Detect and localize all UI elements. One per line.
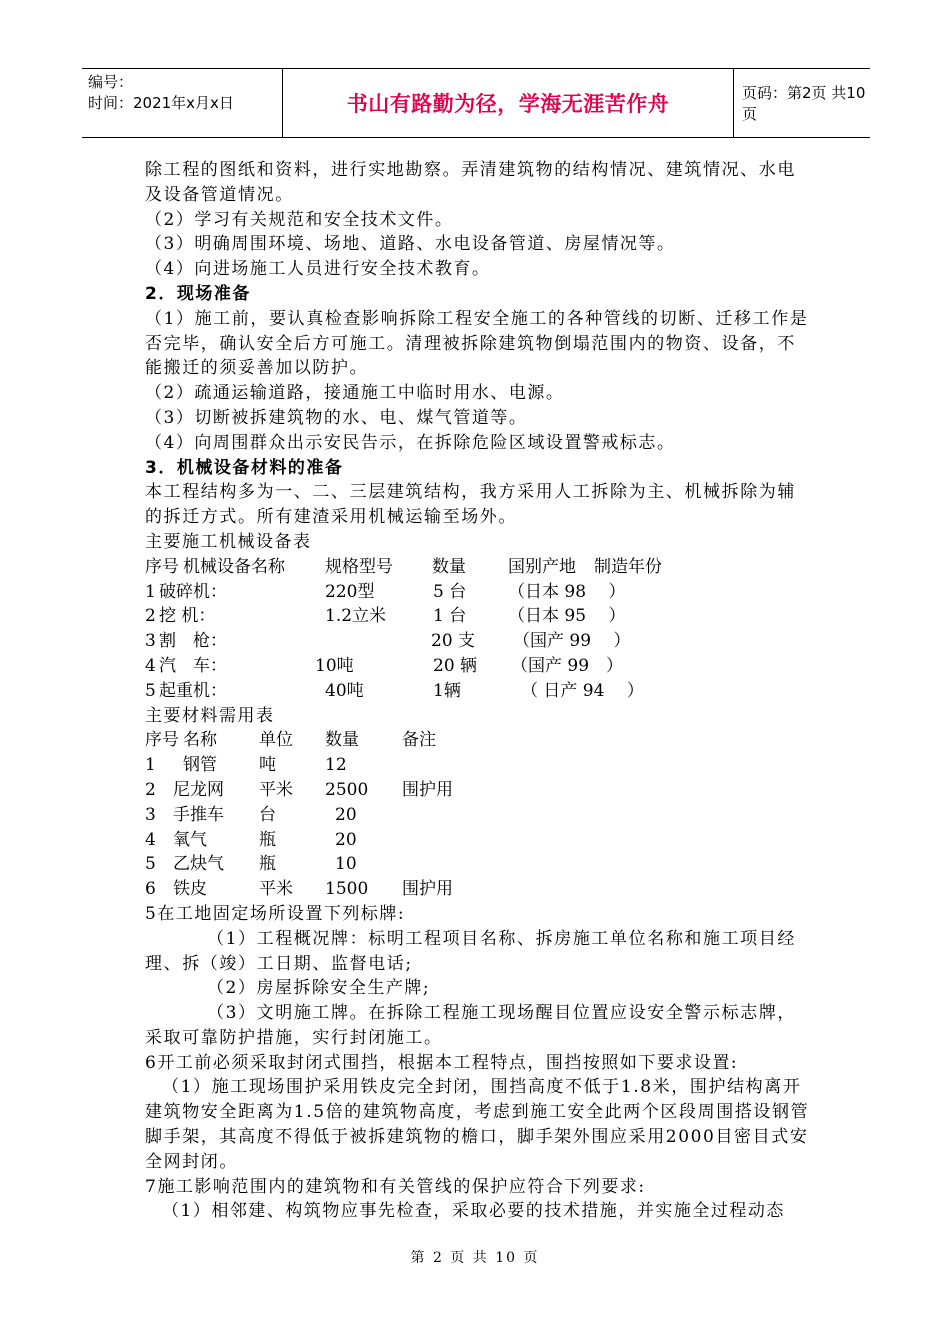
paragraph: （1）工程概况牌：标明工程项目名称、拆房施工单位名称和施工项目经理、拆（竣）工日期、监督电话;	[145, 928, 797, 974]
cell-spec: 220型	[325, 581, 375, 602]
cell-unit: 平米	[259, 879, 293, 900]
section-line: 6开工前必须采取封闭式围挡，根据本工程特点，围挡按照如下要求设置:	[145, 1052, 739, 1073]
cell-origin: （ 日产 94 ）	[521, 680, 644, 701]
cell-qty: 20	[335, 804, 357, 825]
header-cell: 数量	[325, 730, 359, 751]
header-motto-cell	[282, 69, 734, 137]
cell-no: 3	[145, 631, 156, 652]
cell-spec: 40吨	[325, 680, 364, 701]
table-row	[145, 679, 810, 704]
cell-name: 手推车	[173, 804, 224, 825]
header-cell: 备注	[402, 730, 436, 751]
cell-no: 2	[145, 779, 156, 800]
cell-qty: 20	[335, 829, 357, 850]
header-cell: 机械设备名称	[183, 556, 285, 577]
document-body	[145, 158, 810, 1224]
header-cell: 单位	[259, 730, 293, 751]
cell-qty: 12	[325, 755, 347, 776]
cell-qty: 20 辆	[433, 655, 478, 676]
cell-name: 割 枪：	[159, 631, 227, 652]
cell-name: 乙炔气	[173, 854, 224, 875]
cell-note: 围护用	[402, 779, 453, 800]
cell-name: 铁皮	[173, 879, 207, 900]
header-cell: 国别产地	[508, 556, 576, 577]
cell-note: 围护用	[402, 879, 453, 900]
table-row	[145, 852, 810, 877]
table-row	[145, 753, 810, 778]
header-page-info: 页码：第2页 共10页	[742, 84, 866, 123]
cell-name: 破碎机：	[159, 581, 227, 602]
cell-name: 钢管	[183, 755, 217, 776]
equipment-table-title: 主要施工机械设备表	[145, 531, 312, 552]
section-line: 5在工地固定场所设置下列标牌:	[145, 903, 406, 924]
cell-spec: 10吨	[315, 655, 354, 676]
cell-origin: （国产 99 ）	[513, 631, 631, 652]
cell-name: 汽 车：	[159, 655, 227, 676]
cell-unit: 吨	[259, 755, 276, 776]
cell-spec: 1.2立米	[325, 606, 387, 627]
header-cell: 名称	[183, 730, 217, 751]
cell-origin: （日本 95 ）	[508, 606, 626, 627]
cell-unit: 平米	[259, 779, 293, 800]
document-time-label: 时间：2021年x月x日	[88, 94, 234, 112]
section-line: 7施工影响范围内的建筑物和有关管线的保护应符合下列要求:	[145, 1176, 646, 1197]
cell-no: 1	[145, 755, 156, 776]
header-cell: 数量	[432, 556, 466, 577]
cell-qty: 1辆	[433, 680, 461, 701]
cell-no: 3	[145, 804, 156, 825]
table-row	[145, 604, 810, 629]
cell-name: 挖 机：	[159, 606, 216, 627]
cell-no: 4	[145, 829, 156, 850]
material-table-title: 主要材料需用表	[145, 705, 275, 726]
cell-unit: 瓶	[259, 854, 276, 875]
cell-origin: （日本 98 ）	[508, 581, 626, 602]
cell-qty: 1 台	[433, 606, 467, 627]
cell-no: 5	[145, 854, 156, 875]
cell-qty: 2500	[325, 779, 369, 800]
table-row	[145, 778, 810, 803]
cell-name: 起重机：	[159, 680, 227, 701]
paragraph: （3）明确周围环境、场地、道路、水电设备管道、房屋情况等。	[145, 234, 676, 255]
paragraph: （2）房屋拆除安全生产牌;	[207, 978, 431, 999]
cell-name: 氧气	[173, 829, 207, 850]
header-cell: 规格型号	[325, 556, 393, 577]
cell-qty: 1500	[325, 879, 369, 900]
paragraph: （2）学习有关规范和安全技术文件。	[145, 209, 454, 230]
cell-no: 4	[145, 655, 156, 676]
header-motto: 书山有路勤为径，学海无涯苦作舟	[346, 92, 670, 116]
paragraph: （2）疏通运输道路，接通施工中临时用水、电源。	[145, 383, 565, 404]
cell-no: 5	[145, 680, 156, 701]
table-row	[145, 629, 810, 654]
page-header	[82, 68, 870, 138]
cell-qty: 10	[335, 854, 357, 875]
cell-qty: 20 支	[431, 631, 476, 652]
table-row	[145, 828, 810, 853]
cell-unit: 瓶	[259, 829, 276, 850]
cell-name: 尼龙网	[173, 779, 224, 800]
cell-unit: 台	[259, 804, 276, 825]
section-heading: 3．机械设备材料的准备	[145, 457, 344, 478]
header-cell: 序号	[145, 730, 179, 751]
paragraph: （3）切断被拆建筑物的水、电、煤气管道等。	[145, 407, 528, 428]
paragraph: （1）施工现场围护采用铁皮完全封闭，围挡高度不低于1.8米，围护结构离开建筑物安全距离为1.5倍的建筑物高度，考虑到施工安全此两个区段周围搭设钢管脚手架，其高度不得低于被拆建筑物的檐口，脚手架外围应采用2000目密目式安全网封闭。	[145, 1077, 810, 1172]
table-row	[145, 580, 810, 605]
cell-spec	[325, 629, 431, 654]
cell-no: 2	[145, 606, 156, 627]
table-row	[145, 654, 810, 679]
header-cell: 序号	[145, 556, 179, 577]
document-number-label: 编号：	[88, 73, 134, 91]
section-heading: 2．现场准备	[145, 283, 251, 304]
cell-no: 1	[145, 581, 156, 602]
header-cell: 制造年份	[594, 556, 662, 577]
paragraph: （4）向进场施工人员进行安全技术教育。	[145, 259, 491, 280]
table-row	[145, 877, 810, 902]
page-footer: 第 2 页 共 10 页	[410, 1250, 540, 1266]
table-row	[145, 803, 810, 828]
equipment-table-header	[145, 555, 810, 580]
paragraph: 本工程结构多为一、二、三层建筑结构，我方采用人工拆除为主、机械拆除为辅的拆迁方式。所有建渣采用机械运输至场外。	[145, 482, 796, 528]
header-left-cell	[82, 69, 282, 137]
paragraph: （1）施工前，要认真检查影响拆除工程安全施工的各种管线的切断、迁移工作是否完毕，确认安全后方可施工。清理被拆除建筑物倒塌范围内的物资、设备，不能搬迁的须妥善加以防护。	[145, 308, 809, 379]
paragraph: 除工程的图纸和资料，进行实地勘察。弄清建筑物的结构情况、建筑情况、水电及设备管道情况。	[145, 160, 796, 205]
paragraph: （1）相邻建、构筑物应事先检查，采取必要的技术措施，并实施全过程动态	[162, 1201, 785, 1222]
paragraph: （3）文明施工牌。在拆除工程施工现场醒目位置应设安全警示标志牌，采取可靠防护措施，实行封闭施工。	[145, 1003, 797, 1048]
cell-qty: 5 台	[433, 581, 467, 602]
cell-no: 6	[145, 879, 156, 900]
paragraph: （4）向周围群众出示安民告示，在拆除危险区域设置警戒标志。	[145, 432, 676, 453]
cell-origin: （国产 99 ）	[511, 655, 624, 676]
material-table-header	[145, 728, 810, 753]
